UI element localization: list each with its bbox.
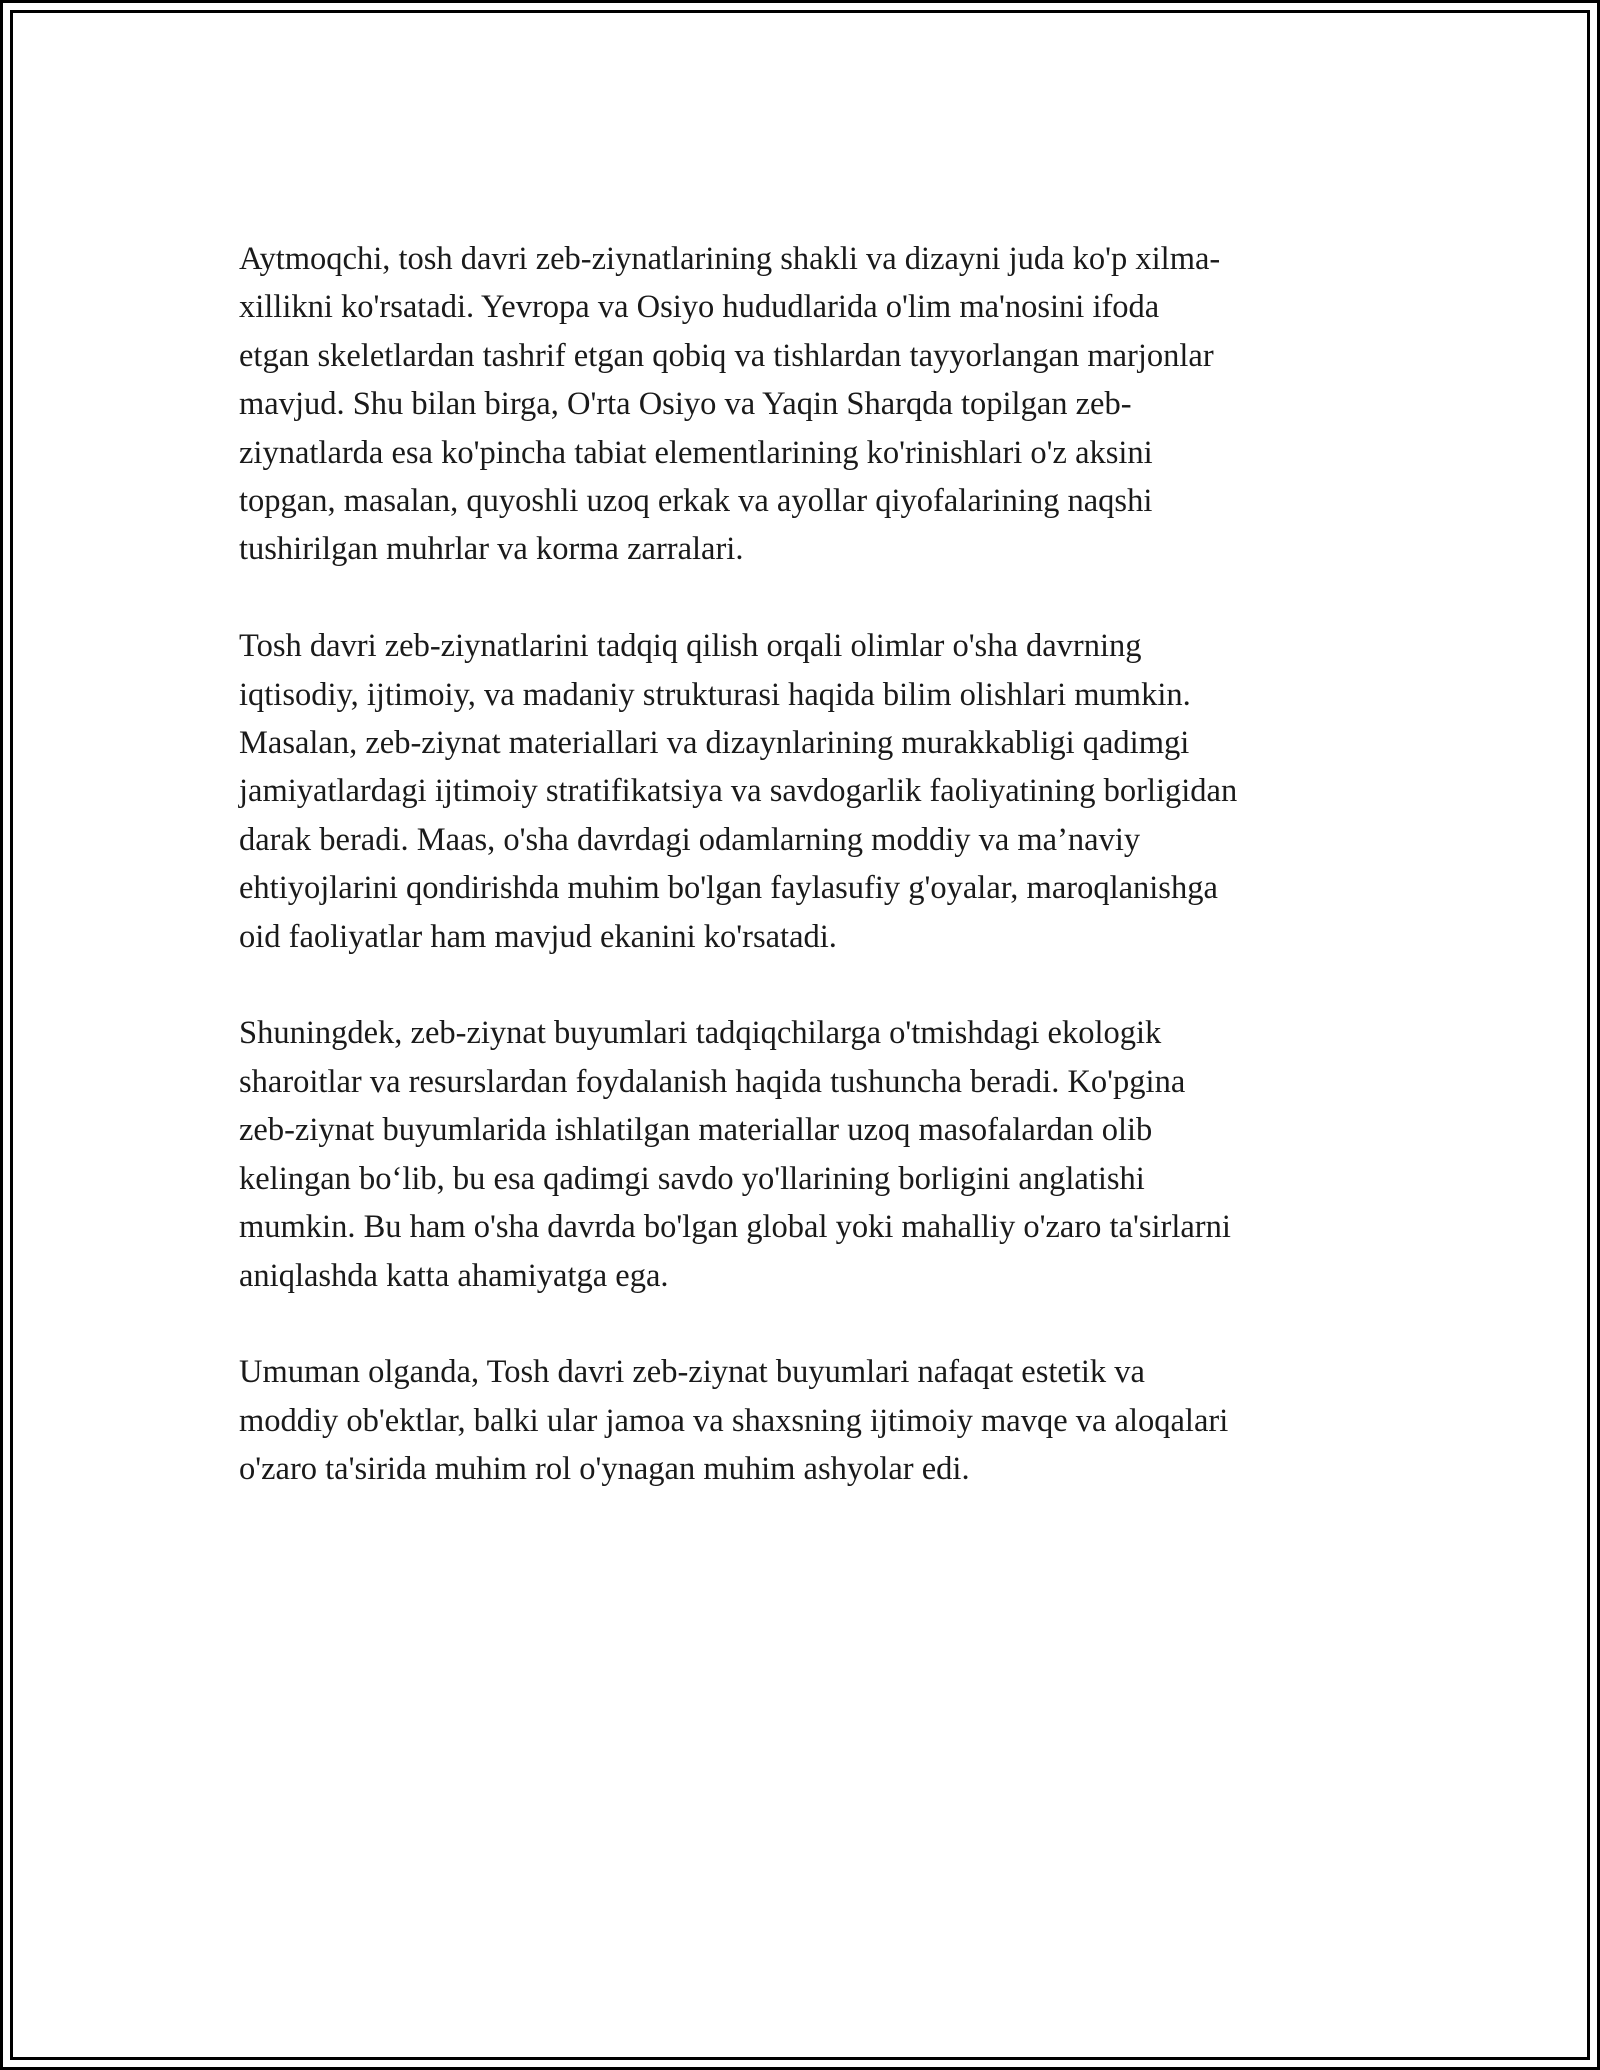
text-line: moddiy ob'ektlar, balki ular jamoa va shaxsning ijtimoiy mavqe va aloqalari <box>239 1402 1229 1439</box>
text-line: darak beradi. Maas, o'sha davrdagi odamlarning moddiy va ma’naviy <box>239 821 1141 858</box>
text-line: o'zaro ta'sirida muhim rol o'ynagan muhim ashyolar edi. <box>239 1451 970 1488</box>
text-line: Tosh davri zeb-ziynatlarini tadqiq qilish orqali olimlar o'sha davrning <box>239 628 1142 665</box>
text-line: etgan skeletlardan tashrif etgan qobiq va tishlardan tayyorlangan marjonlar <box>239 337 1214 374</box>
text-line: sharoitlar va resurslardan foydalanish haqida tushuncha beradi. Ko'pgina <box>239 1063 1186 1100</box>
paragraph-2 <box>239 622 1389 961</box>
text-line: zeb-ziynat buyumlarida ishlatilgan materiallar uzoq masofalardan olib <box>239 1112 1153 1149</box>
paragraph-1 <box>239 235 1389 574</box>
paragraph-3 <box>239 1009 1389 1299</box>
text-line: kelingan bo‘lib, bu esa qadimgi savdo yo'llarining borligini anglatishi <box>239 1160 1145 1197</box>
paragraph-4 <box>239 1348 1389 1493</box>
text-line: aniqlashda katta ahamiyatga ega. <box>239 1257 669 1294</box>
text-line: ehtiyojlarini qondirishda muhim bo'lgan faylasufiy g'oyalar, maroqlanishga <box>239 870 1218 907</box>
text-line: iqtisodiy, ijtimoiy, va madaniy strukturasi haqida bilim olishlari mumkin. <box>239 676 1191 713</box>
text-line: mavjud. Shu bilan birga, O'rta Osiyo va Yaqin Sharqda topilgan zeb- <box>239 386 1132 423</box>
text-line: jamiyatlardagi ijtimoiy stratifikatsiya va savdogarlik faoliyatining borligidan <box>239 773 1238 810</box>
text-line: xillikni ko'rsatadi. Yevropa va Osiyo hududlarida o'lim ma'nosini ifoda <box>239 289 1160 326</box>
text-line: Aytmoqchi, tosh davri zeb-ziynatlarining shakli va dizayni juda ko'p xilma- <box>239 241 1221 277</box>
text-line: oid faoliyatlar ham mavjud ekanini ko'rsatadi. <box>239 918 837 955</box>
text-line: ziynatlarda esa ko'pincha tabiat elementlarining ko'rinishlari o'z aksini <box>239 434 1153 471</box>
text-line: topgan, masalan, quyoshli uzoq erkak va ayollar qiyofalarining naqshi <box>239 483 1153 520</box>
text-line: mumkin. Bu ham o'sha davrda bo'lgan global yoki mahalliy o'zaro ta'sirlarni <box>239 1209 1231 1246</box>
text-line: Masalan, zeb-ziynat materiallari va dizaynlarining murakkabligi qadimgi <box>239 725 1190 762</box>
text-line: tushirilgan muhrlar va korma zarralari. <box>239 531 744 568</box>
document-body <box>239 235 1389 1542</box>
text-line: Shuningdek, zeb-ziynat buyumlari tadqiqchilarga o'tmishdagi ekologik <box>239 1015 1162 1052</box>
text-line: Umuman olganda, Tosh davri zeb-ziynat buyumlari nafaqat estetik va <box>239 1354 1145 1391</box>
